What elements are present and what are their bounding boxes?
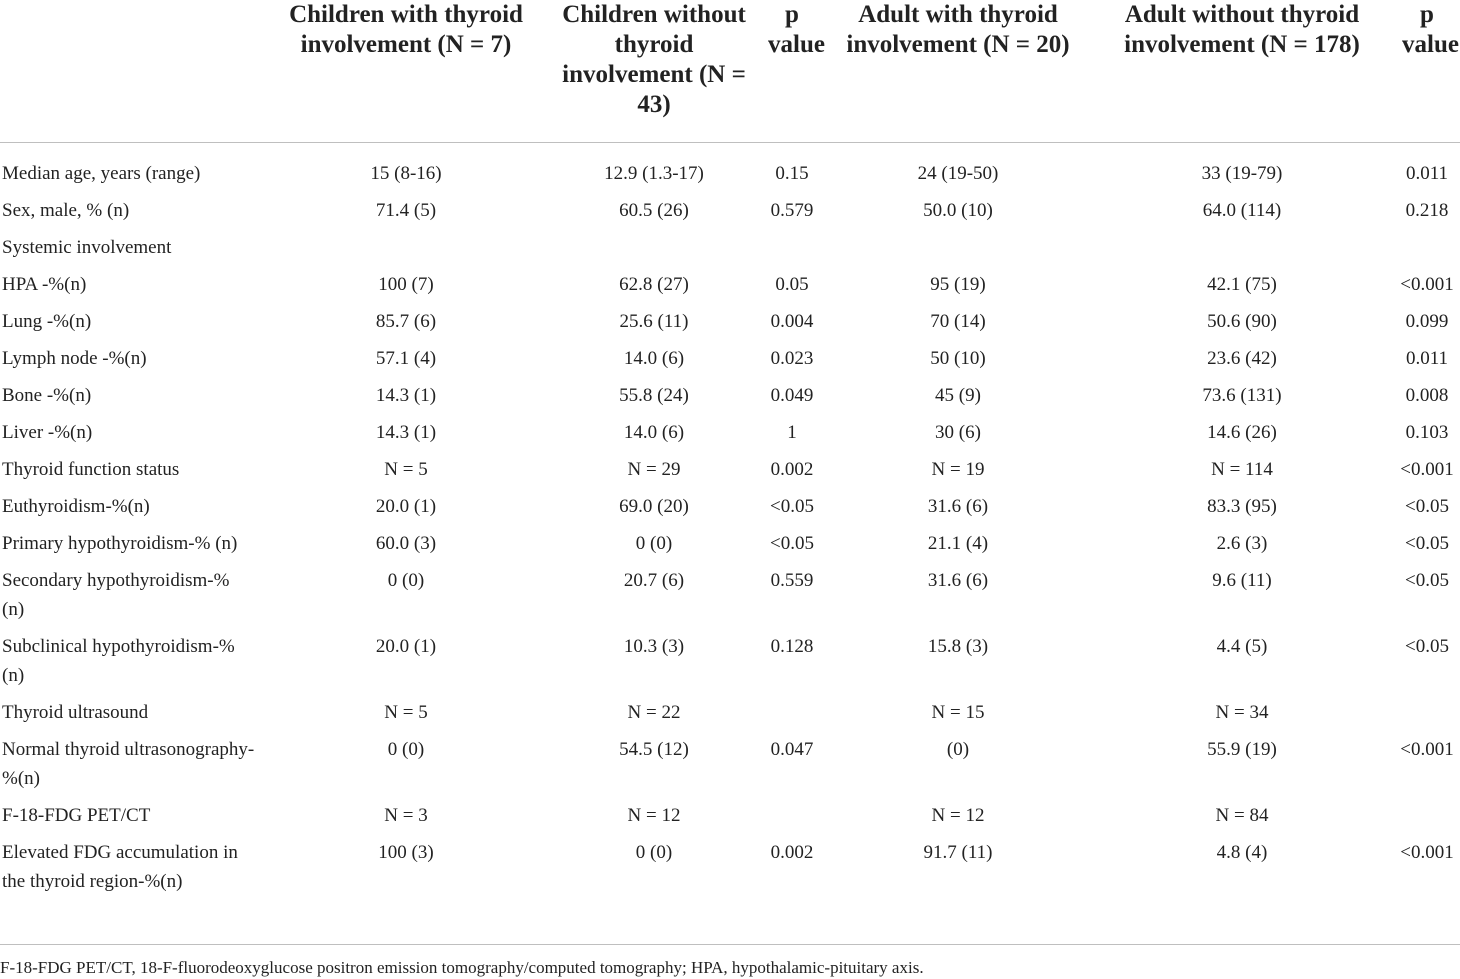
- table-cell: 95 (19): [930, 274, 986, 295]
- table-cell: [262, 229, 550, 266]
- table-cell: <0.05: [770, 533, 814, 554]
- table-cell: 15.8 (3): [927, 636, 989, 657]
- table-cell: 0.099: [1405, 311, 1449, 332]
- table-row: [0, 694, 1460, 731]
- table-cell: 0.559: [770, 570, 814, 591]
- table-cell: 0.218: [1405, 200, 1449, 221]
- table-cell: 85.7 (6): [375, 311, 437, 332]
- table-cell: (0): [946, 739, 970, 760]
- table-cell: 4.8 (4): [1216, 842, 1268, 863]
- table-cell: 50.0 (10): [923, 200, 993, 221]
- table-cell: 0.103: [1405, 422, 1449, 443]
- table-cell: 0.049: [770, 385, 814, 406]
- header-p-value-children: p value: [758, 0, 826, 143]
- table-row: [0, 266, 1460, 303]
- table-cell: 0.023: [770, 348, 814, 369]
- header-adult-with: Adult with thyroid involvement (N = 20): [826, 0, 1090, 143]
- table-cell: 83.3 (95): [1207, 496, 1277, 517]
- table-cell: [758, 797, 826, 834]
- table-cell: 0.15: [775, 163, 809, 184]
- table-cell: 23.6 (42): [1207, 348, 1277, 369]
- table-cell: 45 (9): [935, 385, 981, 406]
- table-cell: [1090, 229, 1394, 266]
- table-cell: <0.001: [1400, 274, 1454, 295]
- table-row: [0, 488, 1460, 525]
- table-cell: N = 15: [931, 702, 985, 723]
- table-cell: 9.6 (11): [1212, 570, 1272, 591]
- table-cell: 0.047: [770, 739, 814, 760]
- table-cell: <0.001: [1400, 459, 1454, 480]
- table-cell: 14.0 (6): [623, 348, 685, 369]
- table-cell: 15 (8-16): [370, 163, 442, 184]
- table-cell: 20.7 (6): [623, 570, 685, 591]
- table-row: [0, 414, 1460, 451]
- table-cell: N = 84: [1215, 805, 1269, 826]
- row-label-cell: Sex, male, % (n): [2, 200, 130, 221]
- table-row: [0, 192, 1460, 229]
- table-cell: 100 (7): [378, 274, 434, 295]
- table-cell: 14.0 (6): [623, 422, 685, 443]
- table-cell: 62.8 (27): [619, 274, 689, 295]
- table-cell: 0 (0): [635, 533, 673, 554]
- table-cell: 60.5 (26): [619, 200, 689, 221]
- table-cell: <0.001: [1400, 739, 1454, 760]
- row-label-cell: Secondary hypothyroidism-% (n): [2, 570, 230, 620]
- table-footnote: F-18-FDG PET/CT, 18-F-fluorodeoxyglucose positron emission tomography/computed tomography; HPA, hypothalamic-pituitary axis.: [0, 944, 1460, 979]
- table-row: [0, 525, 1460, 562]
- table-cell: 69.0 (20): [619, 496, 689, 517]
- table-cell: 0.579: [770, 200, 814, 221]
- table-row: [0, 562, 1460, 628]
- table-cell: 0.05: [775, 274, 809, 295]
- table-cell: 0.128: [770, 636, 814, 657]
- table-cell: 31.6 (6): [927, 570, 989, 591]
- table-cell: 64.0 (114): [1202, 200, 1282, 221]
- table-cell: 14.3 (1): [375, 385, 437, 406]
- header-p-value-adult: p value: [1394, 0, 1460, 143]
- row-label-cell: Normal thyroid ultrasonography-%(n): [2, 739, 255, 789]
- header-children-without: Children without thyroid involvement (N = 43): [550, 0, 758, 143]
- table-row: [0, 628, 1460, 694]
- table-cell: 0 (0): [387, 570, 425, 591]
- header-row: [0, 0, 1460, 143]
- table-cell: N = 5: [384, 702, 428, 723]
- table-cell: <0.05: [1405, 636, 1449, 657]
- table-cell: 2.6 (3): [1216, 533, 1268, 554]
- table-cell: 60.0 (3): [375, 533, 437, 554]
- table-cell: [550, 229, 758, 266]
- table-cell: [1394, 797, 1460, 834]
- table-cell: N = 34: [1215, 702, 1269, 723]
- table-cell: <0.05: [1405, 533, 1449, 554]
- row-label-cell: Thyroid function status: [2, 459, 180, 480]
- table-cell: N = 3: [384, 805, 428, 826]
- table-row: [0, 451, 1460, 488]
- table-cell: 30 (6): [935, 422, 981, 443]
- table-cell: 14.6 (26): [1207, 422, 1277, 443]
- table-cell: 55.9 (19): [1207, 739, 1277, 760]
- table-cell: N = 12: [931, 805, 985, 826]
- table-cell: <0.05: [770, 496, 814, 517]
- header-label-column: [0, 0, 262, 143]
- table-header: [0, 0, 1460, 143]
- row-label-cell: HPA -%(n): [2, 274, 87, 295]
- row-label-cell: Lymph node -%(n): [2, 348, 147, 369]
- table-cell: 33 (19-79): [1201, 163, 1283, 184]
- table-cell: 0.008: [1405, 385, 1449, 406]
- row-label-cell: Thyroid ultrasound: [2, 702, 149, 723]
- row-label-cell: Subclinical hypothyroidism-%(n): [2, 636, 235, 686]
- table-cell: 0.004: [770, 311, 814, 332]
- row-label-cell: F-18-FDG PET/CT: [2, 805, 151, 826]
- table-cell: 14.3 (1): [375, 422, 437, 443]
- table-cell: 24 (19-50): [917, 163, 999, 184]
- table-cell: N = 19: [931, 459, 985, 480]
- table-cell: 31.6 (6): [927, 496, 989, 517]
- row-label-cell: Bone -%(n): [2, 385, 92, 406]
- table-cell: [758, 694, 826, 731]
- table-cell: 0.002: [770, 842, 814, 863]
- table-cell: 0 (0): [387, 739, 425, 760]
- table-cell: N = 12: [627, 805, 681, 826]
- table-cell: N = 114: [1211, 459, 1273, 480]
- table-cell: 91.7 (11): [923, 842, 993, 863]
- table-cell: N = 5: [384, 459, 428, 480]
- row-label-cell: Euthyroidism-%(n): [2, 496, 150, 517]
- row-label-cell: Elevated FDG accumulation in the thyroid region-%(n): [2, 842, 238, 892]
- table-cell: [1394, 694, 1460, 731]
- table-cell: 1: [787, 422, 797, 443]
- table-cell: 25.6 (11): [619, 311, 689, 332]
- table-cell: 0.002: [770, 459, 814, 480]
- table-cell: <0.001: [1400, 842, 1454, 863]
- table-cell: [758, 229, 826, 266]
- table-row: [0, 377, 1460, 414]
- table-cell: 71.4 (5): [375, 200, 437, 221]
- table-cell: 57.1 (4): [375, 348, 437, 369]
- table-cell: 70 (14): [930, 311, 986, 332]
- table-cell: N = 29: [627, 459, 681, 480]
- table-cell: <0.05: [1405, 496, 1449, 517]
- table-cell: 50.6 (90): [1207, 311, 1277, 332]
- table-cell: [826, 229, 1090, 266]
- table-cell: 42.1 (75): [1207, 274, 1277, 295]
- row-label-cell: Lung -%(n): [2, 311, 92, 332]
- table-cell: 50 (10): [930, 348, 986, 369]
- row-label-cell: Systemic involvement: [2, 237, 172, 258]
- row-label-cell: Liver -%(n): [2, 422, 93, 443]
- header-children-with: Children with thyroid involvement (N = 7): [262, 0, 550, 143]
- row-label-cell: Median age, years (range): [2, 163, 201, 184]
- table-cell: 20.0 (1): [375, 496, 437, 517]
- table-cell: 21.1 (4): [927, 533, 989, 554]
- table-cell: 54.5 (12): [619, 739, 689, 760]
- table-cell: [1394, 229, 1460, 266]
- table-row: [0, 731, 1460, 797]
- table-cell: 73.6 (131): [1202, 385, 1282, 406]
- table-cell: N = 22: [627, 702, 681, 723]
- table-cell: 0 (0): [635, 842, 673, 863]
- table-cell: 20.0 (1): [375, 636, 437, 657]
- table-row: [0, 340, 1460, 377]
- table-cell: 10.3 (3): [623, 636, 685, 657]
- table-cell: 55.8 (24): [619, 385, 689, 406]
- table-row: [0, 229, 1460, 266]
- table-cell: 0.011: [1405, 348, 1449, 369]
- table-cell: 12.9 (1.3-17): [604, 163, 704, 184]
- table-row: [0, 143, 1460, 193]
- table-cell: 100 (3): [378, 842, 434, 863]
- row-label-cell: Primary hypothyroidism-% (n): [2, 533, 238, 554]
- table-cell: <0.05: [1405, 570, 1449, 591]
- table-cell: 4.4 (5): [1216, 636, 1268, 657]
- table-row: [0, 834, 1460, 916]
- table-cell: 0.011: [1405, 163, 1449, 184]
- table-body: [0, 143, 1460, 917]
- table-row: [0, 303, 1460, 340]
- header-adult-without: Adult without thyroid involvement (N = 178): [1090, 0, 1394, 143]
- table-row: [0, 797, 1460, 834]
